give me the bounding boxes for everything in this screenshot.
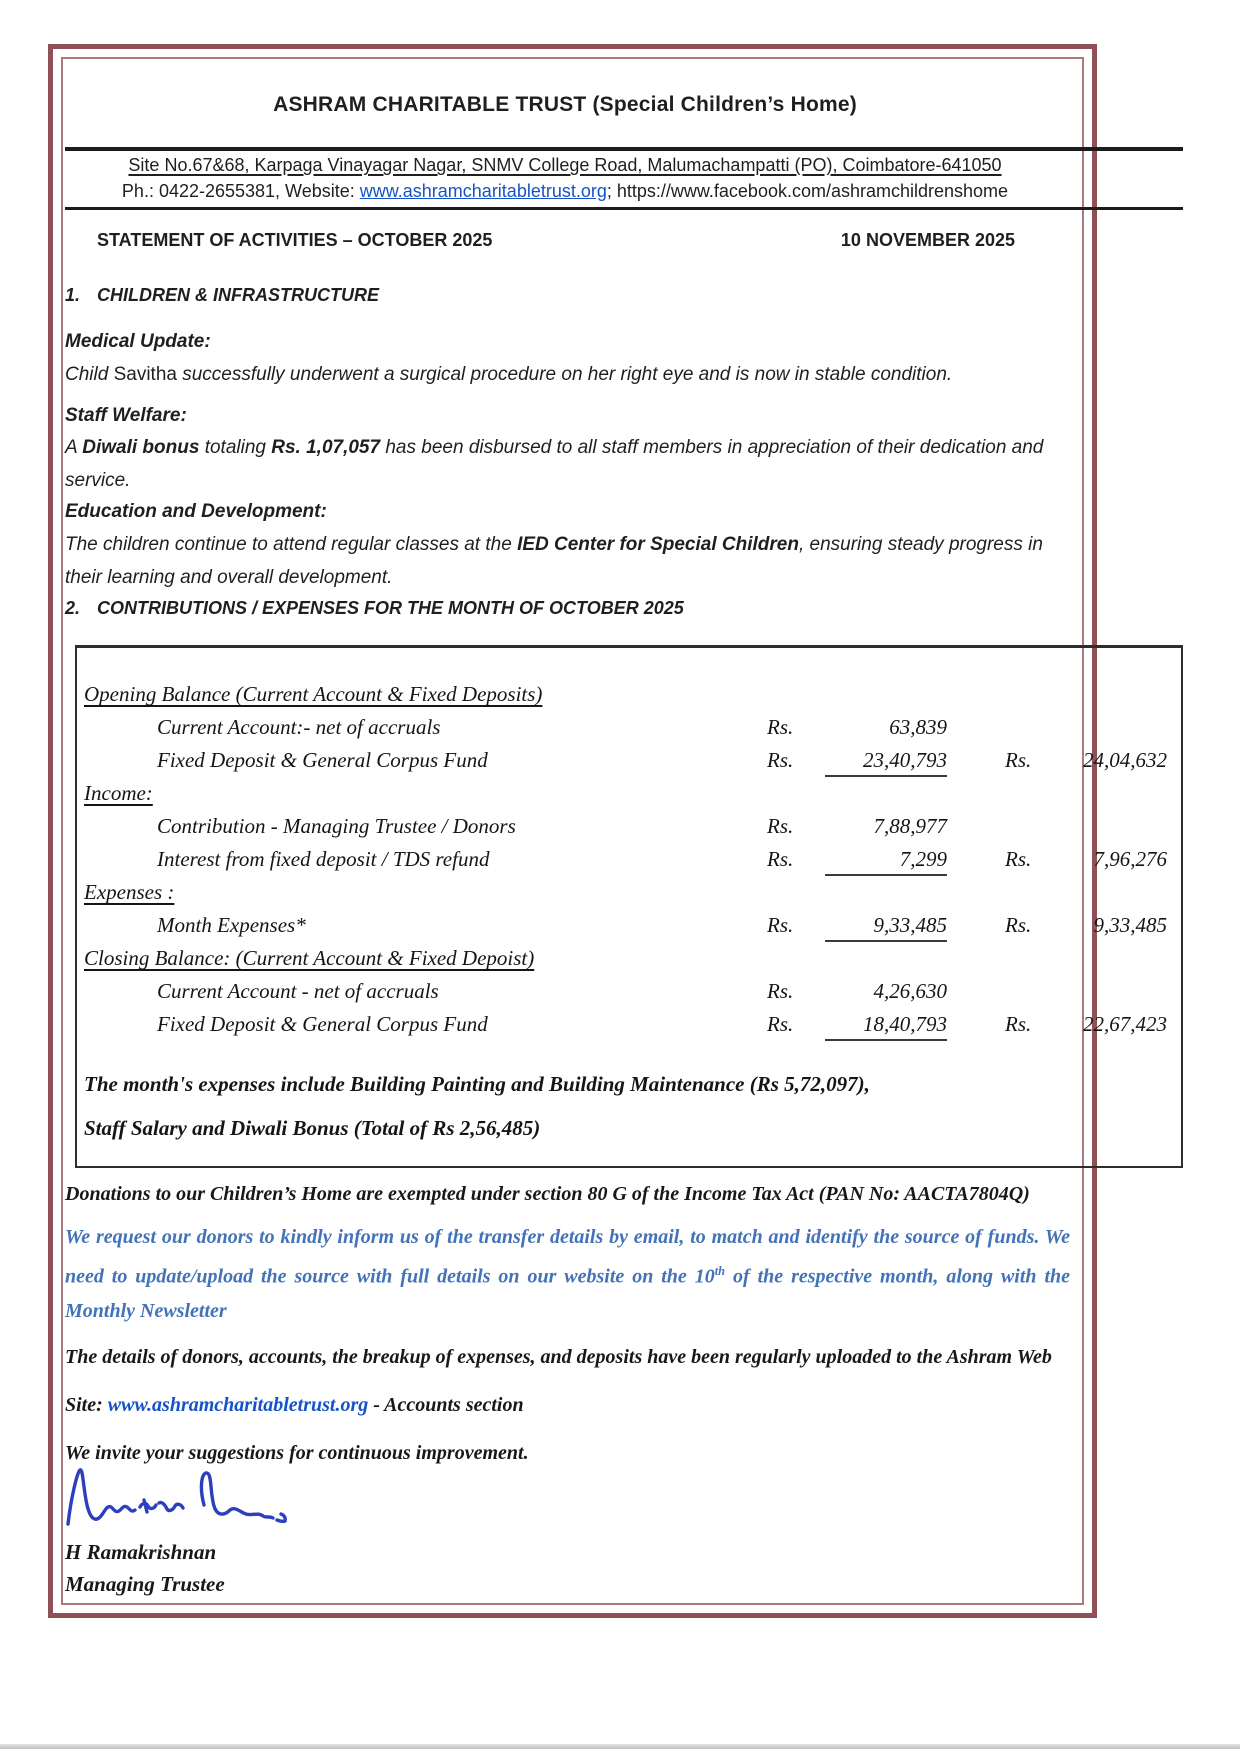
org-contact-line	[65, 181, 1065, 202]
signature-ink	[58, 1460, 298, 1545]
text-segment: Diwali bonus	[82, 437, 200, 458]
statement-title: STATEMENT OF ACTIVITIES – OCTOBER 2025	[97, 230, 493, 250]
text-segment: Ph.: 0422-2655381, Website:	[121, 181, 360, 201]
statement-date: 10 NOVEMBER 2025	[840, 230, 1015, 250]
amount-column1: 23,40,793	[825, 748, 947, 777]
currency-label: Rs.	[767, 913, 794, 937]
upload-details-line1: The details of donors, accounts, the breakup of expenses, and deposits have been regularly uploaded to the Ashram Web	[65, 1346, 1052, 1368]
donor-request-note	[65, 1220, 1070, 1328]
currency-label: Rs.	[767, 814, 794, 838]
signature	[58, 1460, 298, 1550]
table-section-row	[77, 880, 1181, 913]
row-section-label: Closing Balance: (Current Account & Fixed Depoist)	[84, 946, 535, 970]
website-link[interactable]: www.ashramcharitabletrust.org	[359, 181, 607, 201]
row-item-label: Current Account - net of accruals	[157, 979, 439, 1003]
currency-label: Rs.	[1005, 847, 1032, 871]
upload-details-line2	[65, 1394, 524, 1417]
text-segment: of the respective month, along with the Monthly Newsletter	[65, 1265, 1070, 1322]
signatory-role: Managing Trustee	[65, 1572, 225, 1596]
suggestions-line: We invite your suggestions for continuous improvement.	[65, 1442, 529, 1464]
amount-column1: 7,299	[825, 847, 947, 876]
amount-column2: 24,04,632	[1083, 748, 1167, 772]
expenses-note-line2: Staff Salary and Diwali Bonus (Total of Rs 2,56,485)	[84, 1116, 541, 1140]
currency-label: Rs.	[1005, 1012, 1032, 1036]
staff-welfare-paragraph	[65, 431, 1050, 497]
statement-heading-row	[97, 230, 1015, 251]
table-item-row	[77, 715, 1181, 748]
expenses-note-line1: The month's expenses include Building Painting and Building Maintenance (Rs 5,72,097),	[84, 1072, 870, 1096]
section2-title: CONTRIBUTIONS / EXPENSES FOR THE MONTH OF OCTOBER 2025	[97, 598, 684, 618]
text-segment: We request our donors to kindly inform us of the transfer details by email, to match and identify the source of funds. We need to update/upload the source with full details on our website on the 10	[65, 1226, 1070, 1288]
letterhead-rule-top	[65, 147, 1183, 151]
website-link[interactable]: www.ashramcharitabletrust.org	[107, 1394, 369, 1416]
text-segment: , ensuring steady progress in their learning and overall development.	[65, 534, 1043, 588]
text-segment: ; https://www.facebook.com/ashramchildrenshome	[606, 181, 1009, 201]
education-heading: Education and Development:	[65, 501, 327, 522]
row-item-label: Month Expenses*	[157, 913, 306, 937]
text-segment: Savitha	[113, 364, 183, 385]
table-section-row	[77, 682, 1181, 715]
text-segment: IED Center for Special Children	[517, 534, 799, 555]
currency-label: Rs.	[767, 715, 794, 739]
table-section-row	[77, 946, 1181, 979]
amount-column1: 18,40,793	[825, 1012, 947, 1041]
amount-column1: 4,26,630	[873, 979, 947, 1003]
currency-label: Rs.	[767, 979, 794, 1003]
amount-column2: 7,96,276	[1093, 847, 1167, 871]
table-item-row	[77, 814, 1181, 847]
row-item-label: Contribution - Managing Trustee / Donors	[157, 814, 516, 838]
medical-update-paragraph	[65, 358, 1080, 391]
amount-column2: 22,67,423	[1083, 1012, 1167, 1036]
text-segment: A	[65, 437, 83, 458]
row-section-label: Opening Balance (Current Account & Fixed Deposits)	[84, 682, 543, 706]
contributions-expenses-box	[75, 645, 1183, 1168]
text-segment: Rs. 1,07,057	[271, 437, 381, 458]
letterhead-rule-bottom	[65, 207, 1183, 210]
text-segment: successfully underwent a surgical procedure on her right eye and is now in stable condition.	[182, 364, 953, 385]
table-section-row	[77, 781, 1181, 814]
medical-update-heading: Medical Update:	[65, 331, 211, 352]
contrib-table-rows	[77, 682, 1181, 1045]
table-item-row	[77, 847, 1181, 880]
org-address: Site No.67&68, Karpaga Vinayagar Nagar, SNMV College Road, Malumachampatti (PO), Coimbatore-641050	[128, 155, 1002, 175]
currency-label: Rs.	[767, 748, 794, 772]
row-item-label: Fixed Deposit & General Corpus Fund	[157, 748, 488, 772]
org-title: ASHRAM CHARITABLE TRUST (Special Children’s Home)	[273, 93, 857, 116]
signatory-name: H Ramakrishnan	[65, 1540, 217, 1564]
amount-column2: 9,33,485	[1093, 913, 1167, 937]
amount-column1: 63,839	[889, 715, 947, 739]
row-item-label: Interest from fixed deposit / TDS refund	[157, 847, 490, 871]
text-segment: The children continue to attend regular classes at the	[65, 534, 518, 555]
amount-column1: 7,88,977	[873, 814, 947, 838]
text-segment: Child	[65, 364, 114, 385]
section1-title: CHILDREN & INFRASTRUCTURE	[97, 285, 379, 305]
text-segment: totaling	[199, 437, 272, 458]
row-section-label: Income:	[84, 781, 153, 805]
staff-welfare-heading: Staff Welfare:	[65, 405, 187, 426]
section2-heading	[65, 598, 684, 619]
education-paragraph	[65, 528, 1080, 594]
row-item-label: Current Account:- net of accruals	[157, 715, 441, 739]
table-item-row	[77, 748, 1181, 781]
table-item-row	[77, 913, 1181, 946]
currency-label: Rs.	[1005, 748, 1032, 772]
currency-label: Rs.	[1005, 913, 1032, 937]
text-segment: has been disbursed to all staff members in appreciation of their dedication and service.	[65, 437, 1044, 491]
row-item-label: Fixed Deposit & General Corpus Fund	[157, 1012, 488, 1036]
section1-heading	[65, 285, 379, 306]
table-item-row	[77, 1012, 1181, 1045]
row-section-label: Expenses :	[84, 880, 175, 904]
amount-column1: 9,33,485	[825, 913, 947, 942]
currency-label: Rs.	[767, 847, 794, 871]
text-segment: Site:	[65, 1394, 108, 1416]
text-segment: - Accounts section	[368, 1394, 524, 1416]
section2-number: 2.	[65, 598, 81, 618]
text-segment: th	[714, 1264, 726, 1278]
scan-bottom-edge	[0, 1744, 1240, 1749]
currency-label: Rs.	[767, 1012, 794, 1036]
donations-exemption-note: Donations to our Children’s Home are exempted under section 80 G of the Income Tax Act (PAN No: AACTA7804Q)	[65, 1183, 1030, 1205]
section1-number: 1.	[65, 285, 81, 305]
table-item-row	[77, 979, 1181, 1012]
